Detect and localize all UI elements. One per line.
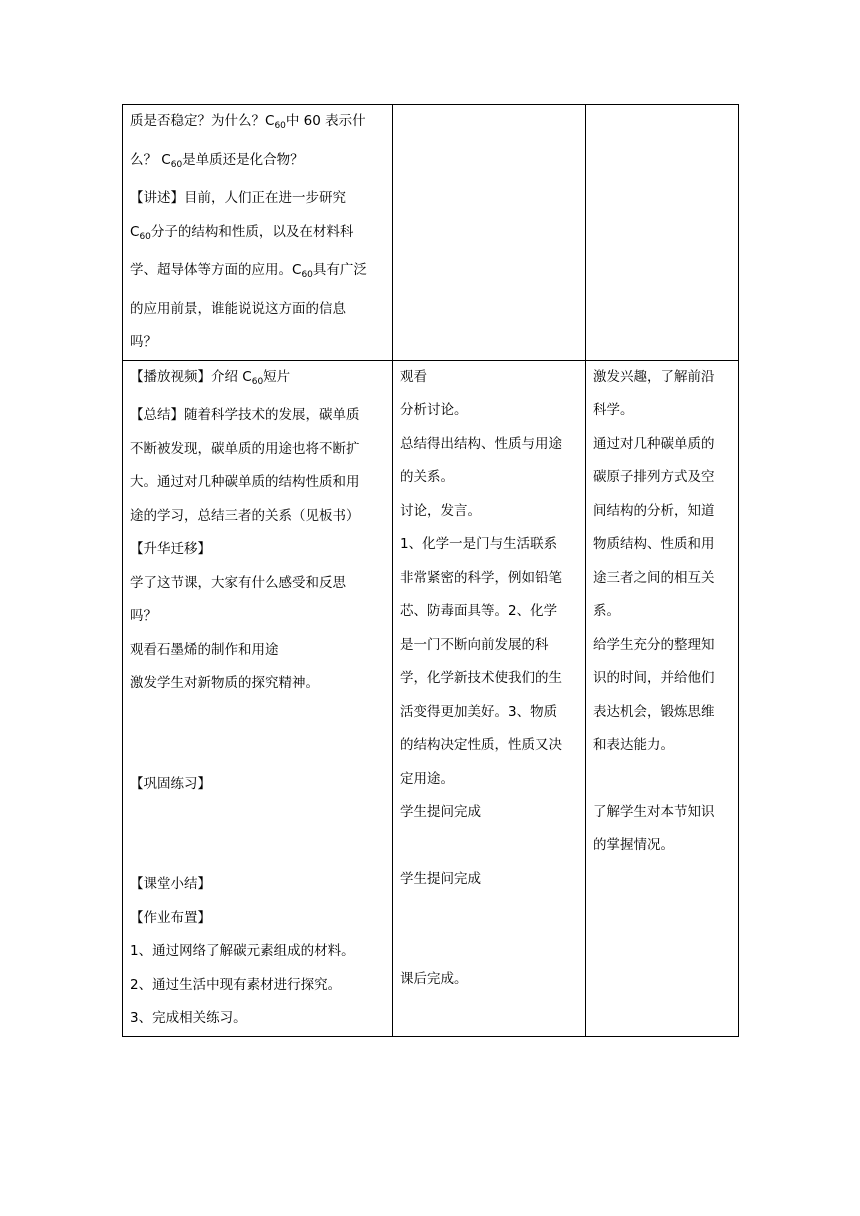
text-line: 吗？ xyxy=(130,334,157,350)
text-line: 的掌握情况。 xyxy=(593,837,674,853)
text-line: 非常紧密的科学，例如铅笔 xyxy=(400,569,562,586)
text-line: 【总结】随着科学技术的发展，碳单质 xyxy=(130,407,360,423)
text-line: 1、化学一是门与生活联系 xyxy=(400,536,558,552)
text-line: 学了这节课，大家有什么感受和反思 xyxy=(130,574,346,591)
spacer xyxy=(130,701,386,768)
design-intent-cell xyxy=(586,105,739,361)
teacher-activity-cell xyxy=(123,360,393,1036)
section-heading: 【课堂小结】 xyxy=(130,876,211,892)
text-line: 分析讨论。 xyxy=(400,402,468,418)
text-line: 的结构决定性质，性质又决 xyxy=(400,737,562,753)
list-item: 3、完成相关练习。 xyxy=(130,1010,247,1026)
text-line: 活变得更加美好。3、物质 xyxy=(400,703,558,720)
text-line: 的应用前景，谁能说说这方面的信息 xyxy=(130,300,346,317)
text-line: 学生提问完成 xyxy=(400,870,481,887)
text-line: 【播放视频】介绍 $C_{60}$短片 xyxy=(130,368,291,387)
spacer xyxy=(130,801,386,868)
lesson-plan-table xyxy=(122,104,739,1037)
text-line: 不断被发现，碳单质的用途也将不断扩 xyxy=(130,440,360,457)
text-line: 定用途。 xyxy=(400,770,454,787)
text-line: 是一门不断向前发展的科 xyxy=(400,636,549,653)
section-heading: 【升华迁移】 xyxy=(130,541,211,557)
text-line: 激发兴趣，了解前沿 xyxy=(593,368,715,385)
text-line: 讨论，发言。 xyxy=(400,502,481,519)
text-line: 碳原子排列方式及空 xyxy=(593,469,715,485)
text-line: 观看石墨烯的制作和用途 xyxy=(130,641,279,658)
spacer xyxy=(593,763,732,796)
text-line: 间结构的分析，知道 xyxy=(593,502,715,519)
text-line: 课后完成。 xyxy=(400,971,468,987)
text-line: 了解学生对本节知识 xyxy=(593,803,715,820)
text-line: 激发学生对新物质的探究精神。 xyxy=(130,675,319,691)
section-heading: 【巩固练习】 xyxy=(130,775,211,792)
list-item: 2、通过生活中现有素材进行探究。 xyxy=(130,976,342,993)
text-line: 表达机会，锻炼思维 xyxy=(593,703,715,720)
design-intent-cell xyxy=(586,360,739,1036)
text-line: 总结得出结构、性质与用途 xyxy=(400,435,562,452)
spacer xyxy=(400,830,579,863)
teacher-activity-cell xyxy=(123,105,393,361)
text-line: 质是否稳定？为什么？$C_{60}$中 60 表示什 xyxy=(130,113,366,131)
text-line: 物质结构、性质和用 xyxy=(593,536,715,552)
text-line: 途三者之间的相互关 xyxy=(593,569,715,586)
table-row xyxy=(123,105,739,361)
student-activity-cell xyxy=(393,360,586,1036)
text-line: 观看 xyxy=(400,368,427,385)
text-line: 学，化学新技术使我们的生 xyxy=(400,670,562,686)
text-line: 大。通过对几种碳单质的结构性质和用 xyxy=(130,474,360,490)
table-row xyxy=(123,360,739,1036)
student-activity-cell xyxy=(393,105,586,361)
spacer xyxy=(400,896,579,963)
text-line: 的关系。 xyxy=(400,469,454,485)
text-line: 给学生充分的整理知 xyxy=(593,636,715,653)
text-line: 系。 xyxy=(593,603,620,619)
list-item: 1、通过网络了解碳元素组成的材料。 xyxy=(130,943,355,959)
text-line: 学生提问完成 xyxy=(400,804,481,820)
text-line: 通过对几种碳单质的 xyxy=(593,435,715,452)
section-heading: 【作业布置】 xyxy=(130,909,211,926)
text-line: 学、超导体等方面的应用。$C_{60}$具有广泛 xyxy=(130,262,367,280)
text-line: 芯、防毒面具等。2、化学 xyxy=(400,603,558,619)
text-line: 识的时间，并给他们 xyxy=(593,670,715,686)
text-line: $C_{60}$分子的结构和性质，以及在材料科 xyxy=(130,223,354,242)
text-line: 么？ $C_{60}$是单质还是化合物？ xyxy=(130,151,304,170)
text-line: 科学。 xyxy=(593,402,634,418)
text-line: 和表达能力。 xyxy=(593,737,674,753)
text-line: 吗？ xyxy=(130,608,157,624)
text-line: 途的学习，总结三者的关系（见板书） xyxy=(130,507,360,524)
text-line: 【讲述】目前，人们正在进一步研究 xyxy=(130,190,346,206)
